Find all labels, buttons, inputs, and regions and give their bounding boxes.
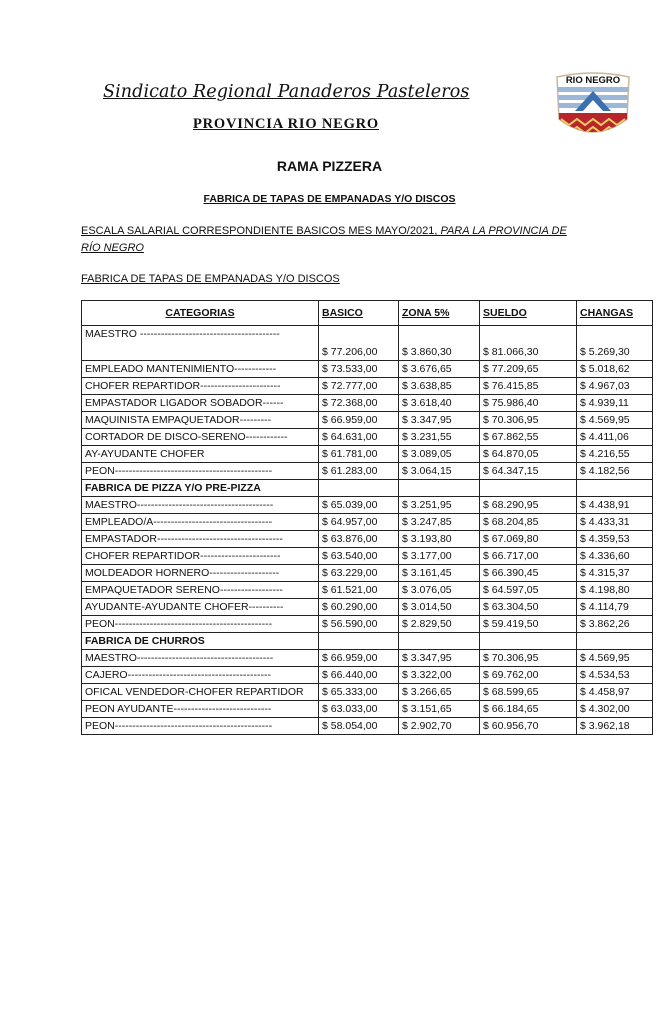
fabrica-subheading: FABRICA DE TAPAS DE EMPANADAS Y/O DISCOS (81, 273, 340, 285)
table-row (82, 701, 653, 718)
escala-main: ESCALA SALARIAL CORRESPONDIENTE BASICOS MES MAYO/2021, (81, 225, 441, 237)
table-row (82, 548, 653, 565)
zona-cell: $ 3.151,65 (399, 701, 480, 718)
table-row (82, 412, 653, 429)
category-cell: OFICAL VENDEDOR-CHOFER REPARTIDOR (82, 684, 319, 701)
basico-cell: $ 73.533,00 (319, 361, 399, 378)
sueldo-cell: $ 64.870,05 (480, 446, 577, 463)
zona-cell: $ 3.251,95 (399, 497, 480, 514)
section-title: FABRICA DE PIZZA Y/O PRE-PIZZA (82, 480, 319, 497)
changas-cell: $ 4.967,03 (577, 378, 653, 395)
basico-cell: $ 58.054,00 (319, 718, 399, 735)
zona-cell: $ 3.618,40 (399, 395, 480, 412)
category-cell: AYUDANTE-AYUDANTE CHOFER---------- (82, 599, 319, 616)
category-cell: MAQUINISTA EMPAQUETADOR--------- (82, 412, 319, 429)
changas-cell: $ 4.411,06 (577, 429, 653, 446)
changas-cell: $ 4.569,95 (577, 412, 653, 429)
table-row (82, 684, 653, 701)
sueldo-cell: $ 66.390,45 (480, 565, 577, 582)
sueldo-cell: $ 64.347,15 (480, 463, 577, 480)
category-cell: PEON AYUDANTE---------------------------- (82, 701, 319, 718)
zona-cell: $ 3.638,85 (399, 378, 480, 395)
table-row (82, 531, 653, 548)
sueldo-cell: $ 77.209,65 (480, 361, 577, 378)
table-body (82, 326, 653, 735)
changas-cell: $ 4.433,31 (577, 514, 653, 531)
zona-cell: $ 2.902,70 (399, 718, 480, 735)
category-cell: CHOFER REPARTIDOR----------------------- (82, 548, 319, 565)
sueldo-cell: $ 68.204,85 (480, 514, 577, 531)
zona-cell: $ 3.322,00 (399, 667, 480, 684)
table-row (82, 429, 653, 446)
changas-cell: $ 3.862,26 (577, 616, 653, 633)
header-changas: CHANGAS (577, 301, 653, 326)
table-row (82, 565, 653, 582)
category-cell: EMPLEADO/A---------------------------------- (82, 514, 319, 531)
basico-cell: $ 65.333,00 (319, 684, 399, 701)
changas-cell: $ 4.216,55 (577, 446, 653, 463)
category-cell: PEON--------------------------------------------- (82, 616, 319, 633)
changas-cell: $ 4.302,00 (577, 701, 653, 718)
category-cell: CAJERO----------------------------------------- (82, 667, 319, 684)
zona-cell: $ 3.347,95 (399, 650, 480, 667)
changas-cell: $ 4.114,79 (577, 599, 653, 616)
sueldo-cell: $ 66.184,65 (480, 701, 577, 718)
category-cell: EMPLEADO MANTENIMIENTO------------ (82, 361, 319, 378)
empty-cell (480, 633, 577, 650)
escala-italic: PARA LA PROVINCIA DE RÍO NEGRO (81, 225, 567, 254)
sueldo-cell: $ 63.304,50 (480, 599, 577, 616)
changas-cell: $ 4.315,37 (577, 565, 653, 582)
section-row (82, 633, 653, 650)
sueldo-cell: $ 70.306,95 (480, 412, 577, 429)
category-cell: EMPASTADOR LIGADOR SOBADOR------ (82, 395, 319, 412)
table-row (82, 718, 653, 735)
zona-cell: $ 2.829,50 (399, 616, 480, 633)
basico-cell: $ 60.290,00 (319, 599, 399, 616)
rama-title: RAMA PIZZERA (276, 158, 383, 174)
sueldo-cell: $ 66.717,00 (480, 548, 577, 565)
changas-cell: $ 4.458,97 (577, 684, 653, 701)
table-row (82, 514, 653, 531)
changas-cell: $ 4.336,60 (577, 548, 653, 565)
basico-cell: $ 72.777,00 (319, 378, 399, 395)
org-title: Sindicato Regional Panaderos Pasteleros (103, 82, 470, 102)
section-row (82, 480, 653, 497)
changas-cell: $ 4.182,56 (577, 463, 653, 480)
table-row (82, 650, 653, 667)
sueldo-cell: $ 67.862,55 (480, 429, 577, 446)
basico-cell: $ 64.631,00 (319, 429, 399, 446)
section-title: FABRICA DE CHURROS (82, 633, 319, 650)
sueldo-cell: $ 59.419,50 (480, 616, 577, 633)
salary-table (81, 300, 653, 735)
changas-cell: $ 4.569,95 (577, 650, 653, 667)
basico-cell: $ 66.959,00 (319, 412, 399, 429)
sueldo-cell: $ 81.066,30 (480, 326, 577, 361)
category-cell: MOLDEADOR HORNERO-------------------- (82, 565, 319, 582)
sueldo-cell: $ 76.415,85 (480, 378, 577, 395)
table-row (82, 497, 653, 514)
table-row (82, 599, 653, 616)
zona-cell: $ 3.231,55 (399, 429, 480, 446)
changas-cell: $ 5.018,62 (577, 361, 653, 378)
svg-text:RIO NEGRO: RIO NEGRO (565, 75, 621, 86)
table-row (82, 616, 653, 633)
category-cell: EMPASTADOR------------------------------------ (82, 531, 319, 548)
basico-cell: $ 61.781,00 (319, 446, 399, 463)
empty-cell (319, 633, 399, 650)
zona-cell: $ 3.247,85 (399, 514, 480, 531)
category-cell: PEON--------------------------------------------- (82, 463, 319, 480)
table-row (82, 582, 653, 599)
sueldo-cell: $ 69.762,00 (480, 667, 577, 684)
category-cell: MAESTRO ---------------------------------------- (82, 326, 319, 361)
sueldo-cell: $ 68.290,95 (480, 497, 577, 514)
changas-cell: $ 5.269,30 (577, 326, 653, 361)
empty-cell (577, 480, 653, 497)
changas-cell: $ 4.438,91 (577, 497, 653, 514)
table-row (82, 667, 653, 684)
category-cell: EMPAQUETADOR SERENO------------------ (82, 582, 319, 599)
changas-cell: $ 4.359,53 (577, 531, 653, 548)
sueldo-cell: $ 67.069,80 (480, 531, 577, 548)
empty-cell (319, 480, 399, 497)
sueldo-cell: $ 64.597,05 (480, 582, 577, 599)
province-subtitle: PROVINCIA RIO NEGRO (193, 116, 379, 132)
sueldo-cell: $ 60.956,70 (480, 718, 577, 735)
zona-cell: $ 3.347,95 (399, 412, 480, 429)
basico-cell: $ 66.959,00 (319, 650, 399, 667)
basico-cell: $ 72.368,00 (319, 395, 399, 412)
zona-cell: $ 3.161,45 (399, 565, 480, 582)
table-header-row (82, 301, 653, 326)
basico-cell: $ 63.540,00 (319, 548, 399, 565)
zona-cell: $ 3.014,50 (399, 599, 480, 616)
table-row (82, 463, 653, 480)
header-sueldo: SUELDO (480, 301, 577, 326)
category-cell: MAESTRO--------------------------------------- (82, 650, 319, 667)
changas-cell: $ 4.939,11 (577, 395, 653, 412)
basico-cell: $ 61.283,00 (319, 463, 399, 480)
category-cell: CHOFER REPARTIDOR----------------------- (82, 378, 319, 395)
fabrica-heading: FABRICA DE TAPAS DE EMPANADAS Y/O DISCOS (203, 193, 456, 205)
header-basico: BASICO (319, 301, 399, 326)
escala-text (81, 223, 581, 257)
header-categorias: CATEGORIAS (82, 301, 319, 326)
zona-cell: $ 3.266,65 (399, 684, 480, 701)
table-row (82, 378, 653, 395)
header-zona: ZONA 5% (399, 301, 480, 326)
sueldo-cell: $ 75.986,40 (480, 395, 577, 412)
basico-cell: $ 63.876,00 (319, 531, 399, 548)
zona-cell: $ 3.076,05 (399, 582, 480, 599)
basico-cell: $ 56.590,00 (319, 616, 399, 633)
empty-cell (577, 633, 653, 650)
basico-cell: $ 63.033,00 (319, 701, 399, 718)
zona-cell: $ 3.177,00 (399, 548, 480, 565)
empty-cell (480, 480, 577, 497)
basico-cell: $ 65.039,00 (319, 497, 399, 514)
empty-cell (399, 480, 480, 497)
basico-cell: $ 66.440,00 (319, 667, 399, 684)
category-cell: MAESTRO--------------------------------------- (82, 497, 319, 514)
basico-cell: $ 61.521,00 (319, 582, 399, 599)
basico-cell: $ 63.229,00 (319, 565, 399, 582)
basico-cell: $ 77.206,00 (319, 326, 399, 361)
changas-cell: $ 4.198,80 (577, 582, 653, 599)
category-cell: CORTADOR DE DISCO-SERENO------------ (82, 429, 319, 446)
changas-cell: $ 3.962,18 (577, 718, 653, 735)
table-row (82, 395, 653, 412)
table-row (82, 446, 653, 463)
category-cell: PEON--------------------------------------------- (82, 718, 319, 735)
zona-cell: $ 3.860,30 (399, 326, 480, 361)
table-row (82, 361, 653, 378)
rio-negro-logo (553, 67, 633, 140)
changas-cell: $ 4.534,53 (577, 667, 653, 684)
zona-cell: $ 3.064,15 (399, 463, 480, 480)
basico-cell: $ 64.957,00 (319, 514, 399, 531)
table-row (82, 326, 653, 361)
zona-cell: $ 3.193,80 (399, 531, 480, 548)
zona-cell: $ 3.676,65 (399, 361, 480, 378)
empty-cell (399, 633, 480, 650)
sueldo-cell: $ 70.306,95 (480, 650, 577, 667)
sueldo-cell: $ 68.599,65 (480, 684, 577, 701)
zona-cell: $ 3.089,05 (399, 446, 480, 463)
category-cell: AY-AYUDANTE CHOFER (82, 446, 319, 463)
